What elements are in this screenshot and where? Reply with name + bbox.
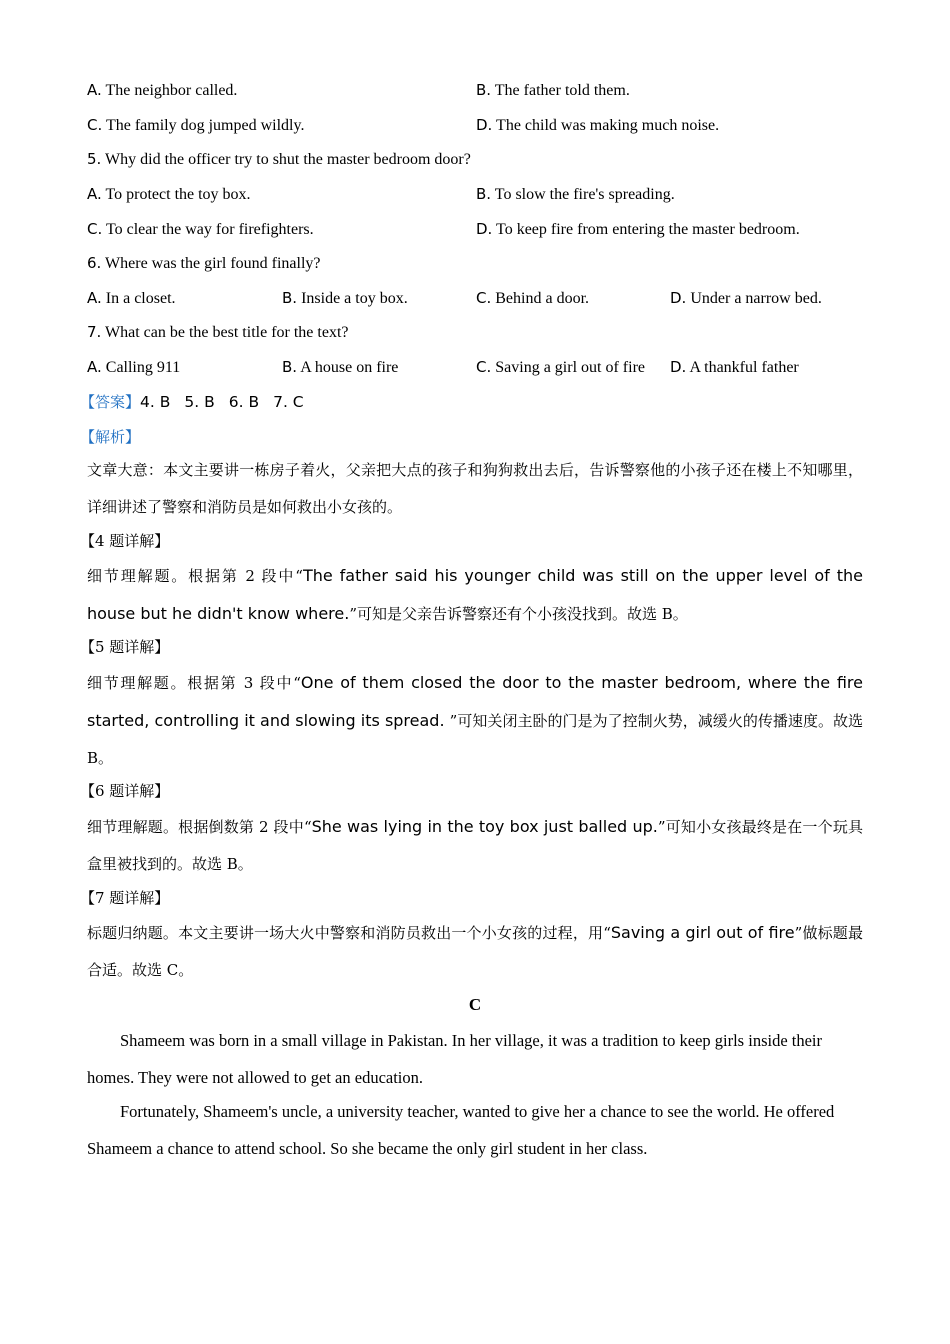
answer-line	[80, 392, 318, 412]
q4-option-a: A. The neighbor called.	[87, 81, 238, 99]
q6-option-d: D. Under a narrow bed.	[670, 289, 822, 307]
section-c-title: C	[468, 995, 482, 1014]
q7-option-c: C. Saving a girl out of fire	[476, 358, 645, 376]
answer-item: 7. C	[273, 393, 304, 411]
answer-item: 6. B	[228, 393, 260, 411]
q5-option-d: D. To keep fire from entering the master bedroom.	[476, 220, 800, 238]
section-c-paragraph-2: Fortunately, Shameem's uncle, a university teacher, wanted to give her a chance to see the world. He offered Shameem a chance to attend school. So she became the only girl student in her class.	[87, 1102, 835, 1158]
answer-label: 【答案】	[80, 393, 141, 411]
q5-option-c: C. To clear the way for firefighters.	[87, 220, 314, 238]
q7-option-a: A. Calling 911	[87, 358, 181, 376]
detail-4-paragraph: 细节理解题。根据第 2 段中“The father said his younger child was still on the upper level of the house but he didn't know where.”可知是父亲告诉警察还有个小孩没找到。故选 B。	[87, 566, 864, 623]
answer-item: 5. B	[184, 393, 215, 411]
q5-question: 5. Why did the officer try to shut the master bedroom door?	[87, 150, 471, 168]
section-c-paragraph-1: Shameem was born in a small village in Pakistan. In her village, it was a tradition to keep girls inside their homes. They were not allowed to get an education.	[87, 1031, 823, 1087]
detail-4-heading: 【4 题详解】	[80, 532, 170, 550]
q6-option-b: B. Inside a toy box.	[282, 289, 408, 307]
detail-5-heading: 【5 题详解】	[80, 638, 170, 656]
q4-option-c: C. The family dog jumped wildly.	[87, 116, 305, 134]
q4-option-d: D. The child was making much noise.	[476, 116, 720, 134]
q7-option-b: B. A house on fire	[282, 358, 399, 376]
q7-option-d: D. A thankful father	[670, 358, 799, 376]
q7-question: 7. What can be the best title for the text?	[87, 323, 349, 341]
q5-option-a: A. To protect the toy box.	[87, 185, 251, 203]
q6-option-c: C. Behind a door.	[476, 289, 590, 307]
detail-6-heading: 【6 题详解】	[80, 782, 170, 800]
q5-option-b: B. To slow the fire's spreading.	[476, 185, 675, 203]
detail-5-paragraph: 细节理解题。根据第 3 段中“One of them closed the door to the master bedroom, where the fire started, controlling it and slowing its spread. ”可知关闭主卧的门是为了控制火势，减缓火的传播速度。故选 B。	[87, 673, 864, 767]
summary-paragraph: 文章大意：本文主要讲一栋房子着火，父亲把大点的孩子和狗狗救出去后，告诉警察他的小孩子还在楼上不知哪里，详细讲述了警察和消防员是如何救出小女孩的。	[87, 461, 863, 516]
analysis-label: 【解析】	[80, 428, 141, 446]
q4-option-b: B. The father told them.	[476, 81, 630, 99]
detail-7-paragraph: 标题归纳题。本文主要讲一场大火中警察和消防员救出一个小女孩的过程，用“Saving a girl out of fire”做标题最合适。故选 C。	[87, 923, 863, 979]
q6-option-a: A. In a closet.	[87, 289, 176, 307]
q6-question: 6. Where was the girl found finally?	[87, 254, 321, 272]
detail-6-paragraph: 细节理解题。根据倒数第 2 段中“She was lying in the toy box just balled up.”可知小女孩最终是在一个玩具盒里被找到的。故选 B。	[87, 817, 864, 873]
detail-7-heading: 【7 题详解】	[80, 889, 170, 907]
answer-item: 4. B	[140, 393, 171, 411]
